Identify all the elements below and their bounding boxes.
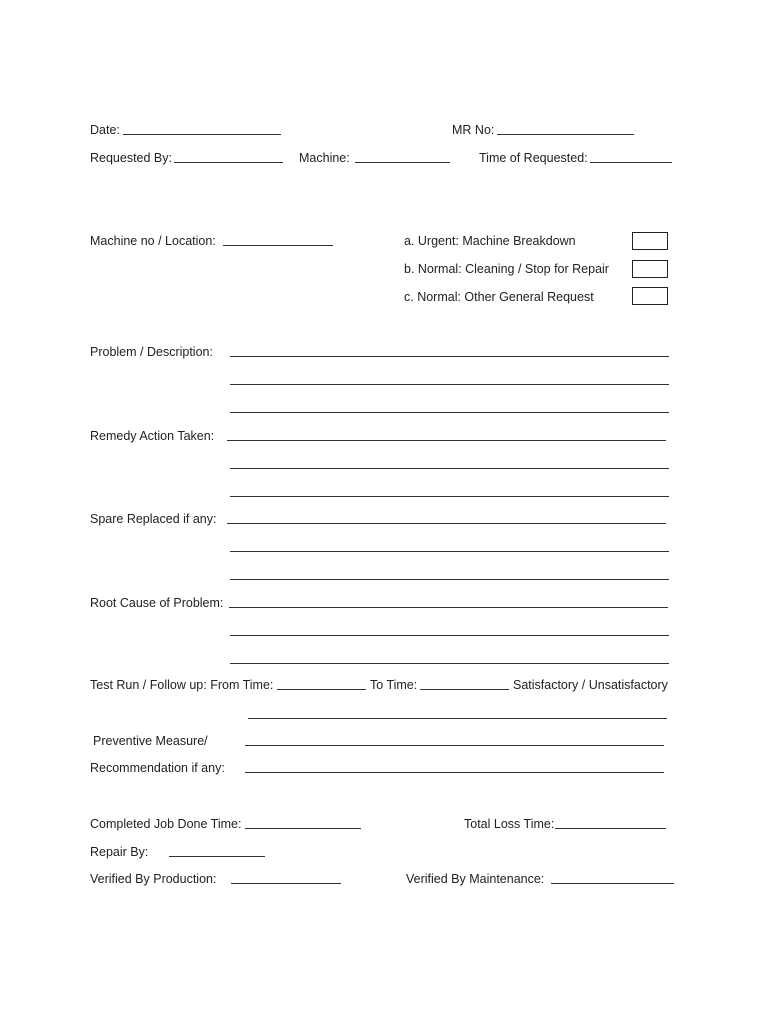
machine-field[interactable]: [355, 162, 450, 163]
remedy-action-line[interactable]: [230, 468, 669, 469]
verified-by-production-field[interactable]: [231, 883, 341, 884]
mr-no-field[interactable]: [497, 134, 634, 135]
spare-replaced-label: Spare Replaced if any:: [90, 512, 217, 526]
test-run-to-time-field[interactable]: [420, 689, 509, 690]
recommendation-label: Recommendation if any:: [90, 761, 225, 775]
remedy-action-label: Remedy Action Taken:: [90, 429, 215, 443]
priority-option-cleaning: b. Normal: Cleaning / Stop for Repair: [404, 262, 609, 276]
repair-by-field[interactable]: [169, 856, 265, 857]
machine-location-label: Machine no / Location:: [90, 234, 216, 248]
recommendation-line[interactable]: [245, 772, 664, 773]
test-run-from-time-field[interactable]: [277, 689, 366, 690]
spare-replaced-line[interactable]: [230, 579, 669, 580]
problem-description-line[interactable]: [230, 356, 669, 357]
spare-replaced-line[interactable]: [227, 523, 666, 524]
total-loss-time-label: Total Loss Time:: [464, 817, 555, 831]
time-of-requested-field[interactable]: [590, 162, 672, 163]
test-run-label: Test Run / Follow up: From Time:: [90, 678, 274, 692]
test-run-to-time-label: To Time:: [370, 678, 418, 692]
total-loss-time-field[interactable]: [555, 828, 666, 829]
priority-checkbox-urgent[interactable]: [632, 232, 668, 250]
machine-label: Machine:: [299, 151, 350, 165]
repair-by-label: Repair By:: [90, 845, 149, 859]
test-run-result-label: Satisfactory / Unsatisfactory: [513, 678, 668, 692]
priority-checkbox-general[interactable]: [632, 287, 668, 305]
root-cause-line[interactable]: [229, 607, 668, 608]
verified-by-production-label: Verified By Production:: [90, 872, 217, 886]
problem-description-label: Problem / Description:: [90, 345, 213, 359]
root-cause-label: Root Cause of Problem:: [90, 596, 224, 610]
preventive-measure-line[interactable]: [245, 745, 664, 746]
date-field[interactable]: [123, 134, 281, 135]
completed-job-time-field[interactable]: [245, 828, 361, 829]
problem-description-line[interactable]: [230, 384, 669, 385]
priority-option-general: c. Normal: Other General Request: [404, 290, 594, 304]
remedy-action-line[interactable]: [230, 496, 669, 497]
root-cause-line[interactable]: [230, 635, 669, 636]
remedy-action-line[interactable]: [227, 440, 666, 441]
requested-by-label: Requested By:: [90, 151, 172, 165]
spare-replaced-line[interactable]: [230, 551, 669, 552]
priority-option-urgent: a. Urgent: Machine Breakdown: [404, 234, 576, 248]
priority-checkbox-cleaning[interactable]: [632, 260, 668, 278]
date-label: Date:: [90, 123, 120, 137]
machine-location-field[interactable]: [223, 245, 333, 246]
preventive-measure-line[interactable]: [248, 718, 667, 719]
verified-by-maintenance-label: Verified By Maintenance:: [406, 872, 545, 886]
problem-description-line[interactable]: [230, 412, 669, 413]
verified-by-maintenance-field[interactable]: [551, 883, 674, 884]
root-cause-line[interactable]: [230, 663, 669, 664]
preventive-measure-label: Preventive Measure/: [93, 734, 208, 748]
mr-no-label: MR No:: [452, 123, 495, 137]
time-of-requested-label: Time of Requested:: [479, 151, 588, 165]
completed-job-time-label: Completed Job Done Time:: [90, 817, 242, 831]
requested-by-field[interactable]: [174, 162, 283, 163]
